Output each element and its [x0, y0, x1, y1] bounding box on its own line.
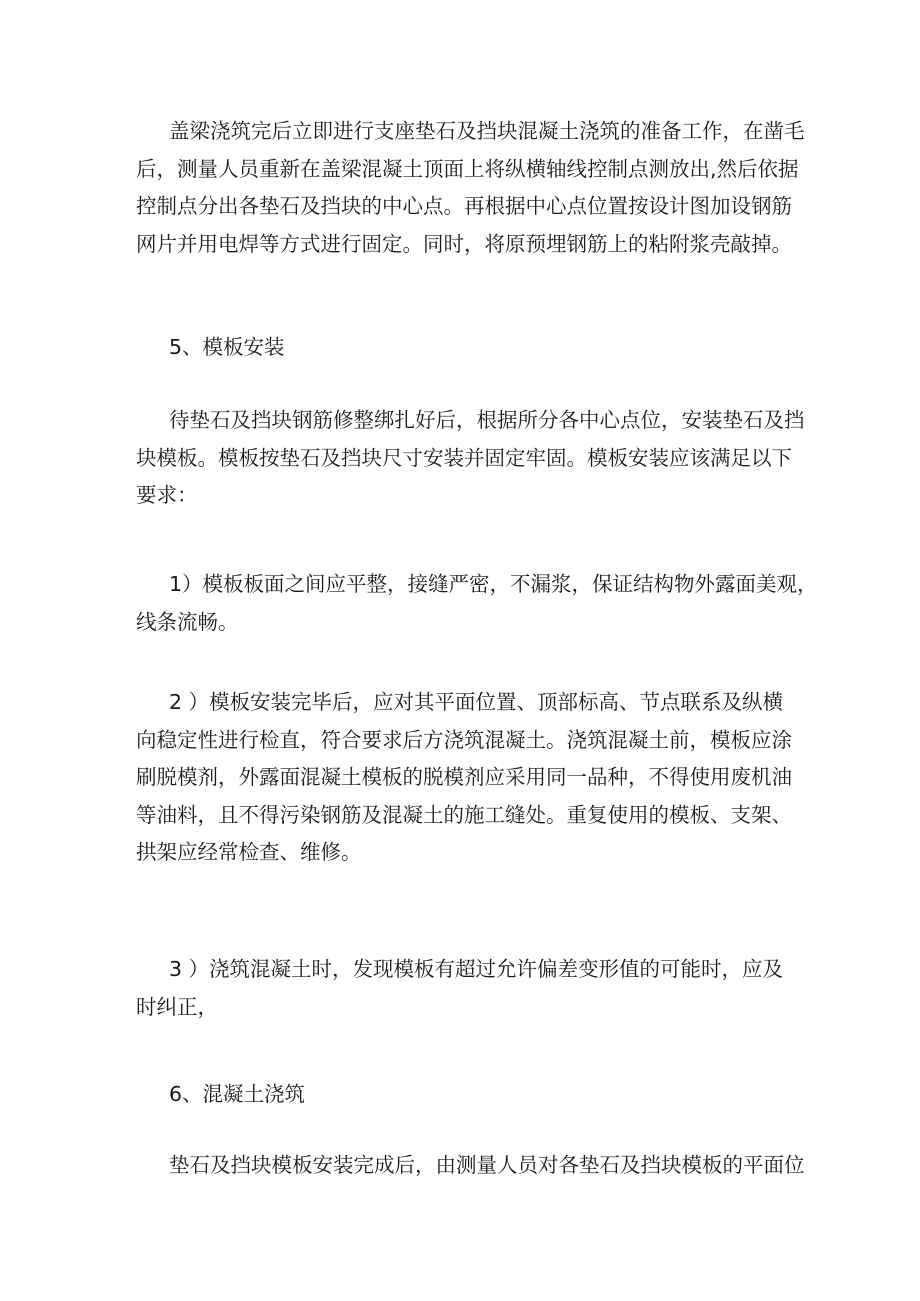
text-line: 刷脱模剂，外露面混凝土模板的脱模剂应采用同一品种，不得使用废机油: [136, 765, 792, 789]
text-line: 拱架应经常检查、维修。: [136, 840, 362, 864]
text-line: 1）模板板面之间应平整，接缝严密，不漏浆，保证结构物外露面美观，: [169, 572, 818, 596]
text-line: 2 ）模板安装完毕后，应对其平面位置、顶部标高、节点联系及纵横: [169, 690, 784, 714]
section-heading-concrete-pouring: [136, 1076, 796, 1114]
text-line: 网片并用电焊等方式进行固定。同时，将原预埋钢筋上的粘附浆壳敲掉。: [136, 231, 792, 256]
text-line: 块模板。模板按垫石及挡块尺寸安装并固定牢固。模板安装应该满足以下: [136, 445, 792, 470]
text-line: 盖梁浇筑完后立即进行支座垫石及挡块混凝土浇筑的准备工作，在凿毛: [169, 119, 805, 143]
paragraph-prep-work: [136, 113, 805, 263]
text-line: 线条流畅。: [136, 609, 239, 634]
list-item-3: [136, 951, 796, 1026]
paragraph-formwork-install: [136, 402, 805, 515]
section-heading-formwork: [136, 329, 796, 367]
text-line: 3 ）浇筑混凝土时，发现模板有超过允许偏差变形值的可能时，应及: [169, 957, 784, 981]
text-line: 向稳定性进行检直，符合要求后方浇筑混凝土。浇筑混凝土前，模板应涂: [136, 727, 792, 752]
paragraph-concrete-pouring: [136, 1147, 805, 1185]
list-item-2: [136, 684, 796, 872]
text-line: 等油料，且不得污染钢筋及混凝土的施工缝处。重复使用的模板、支架、: [136, 802, 792, 827]
text-line: 待垫石及挡块钢筋修整绑扎好后，根据所分各中心点位，安装垫石及挡: [169, 408, 805, 432]
text-line: 要求：: [136, 483, 198, 507]
text-line: 垫石及挡块模板安装完成后，由测量人员对各垫石及挡块模板的平面位: [169, 1153, 805, 1177]
text-line: 后，测量人员重新在盖梁混凝土顶面上将纵横轴线控制点测放出,然后依据: [136, 156, 799, 181]
text-line: 6、混凝土浇筑: [169, 1082, 306, 1106]
text-line: 时纠正，: [136, 994, 218, 1019]
text-line: 5、模板安装: [169, 335, 285, 359]
list-item-1: [136, 566, 818, 641]
text-line: 控制点分出各垫石及挡块的中心点。再根据中心点位置按设计图加设钢筋: [136, 194, 792, 218]
